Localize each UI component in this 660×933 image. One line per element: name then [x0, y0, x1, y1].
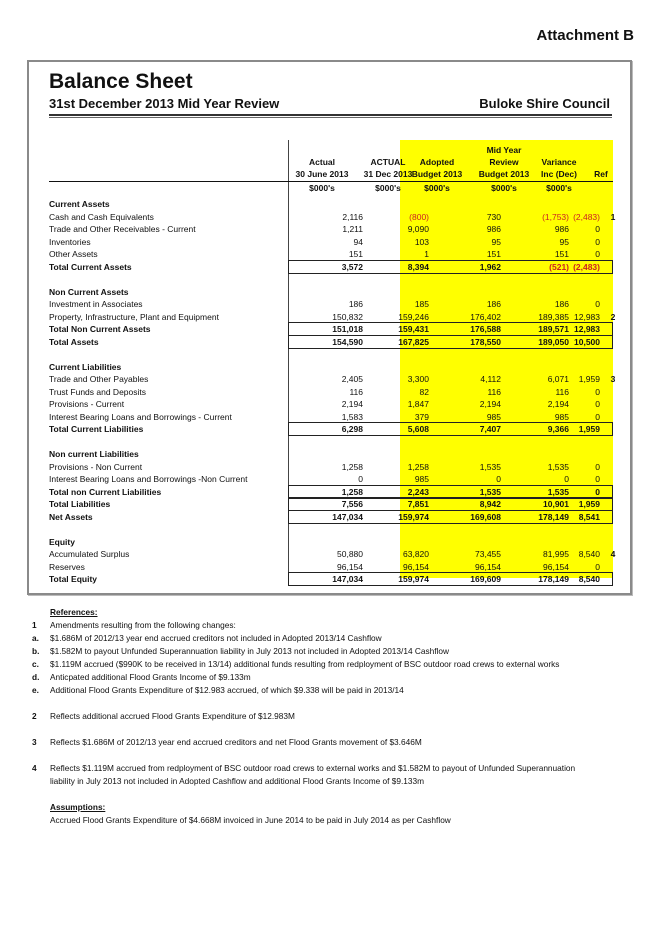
cell-value: 1,535: [479, 487, 501, 497]
cell-value: (2,483): [573, 262, 600, 272]
cell-value: 176,588: [470, 324, 501, 334]
cell-value: 159,974: [398, 512, 429, 522]
cell-value: 1,535: [547, 462, 569, 472]
cell-value: (1,753): [542, 212, 569, 222]
cell-value: 178,149: [538, 574, 569, 584]
cell-value: 0: [595, 412, 600, 422]
cell-value: 6,298: [341, 424, 363, 434]
table-row: [49, 248, 613, 261]
total-row: [49, 423, 613, 436]
col-header-mid-year-review: Mid Year Review Budget 2013 $000's: [478, 145, 530, 193]
row-label: Total Assets: [49, 337, 99, 347]
row-label: Total Equity: [49, 574, 98, 584]
cell-value: 985: [554, 412, 569, 422]
total-row: [49, 336, 613, 349]
row-label: Trade and Other Payables: [49, 374, 149, 384]
cell-value: 116: [349, 387, 363, 397]
row-label: Total Liabilities: [49, 499, 111, 509]
cell-value: 63,820: [403, 549, 429, 559]
cell-value: 185: [414, 299, 429, 309]
row-label: Interest Bearing Loans and Borrowings - Current: [49, 412, 232, 422]
section-heading: [49, 536, 613, 549]
cell-value: 9,366: [547, 424, 569, 434]
cell-value: 169,609: [470, 574, 501, 584]
attachment-label: Attachment B: [536, 27, 634, 44]
cell-value: 8,394: [407, 262, 429, 272]
row-label: Non Current Assets: [49, 287, 129, 297]
cell-value: 176,402: [470, 312, 501, 322]
cell-value: 3,572: [341, 262, 363, 272]
row-label: Trust Funds and Deposits: [49, 387, 147, 397]
cell-value: 186: [486, 299, 501, 309]
reference-item: a. $1.686M of 2012/13 year end accrued creditors not included in Adopted 2013/14 Cashflow: [32, 633, 382, 643]
cell-value: 151: [554, 249, 569, 259]
cell-value: 95: [491, 237, 501, 247]
cell-value: 1,847: [407, 399, 429, 409]
references-heading: References:: [50, 607, 98, 617]
col-header-variance: Variance Inc (Dec) $000's: [541, 157, 577, 193]
reference-item: 3 Reflects $1.686M of 2012/13 year end accrued creditors and net Flood Grants movement of $3.646M: [32, 737, 422, 747]
section-heading: [49, 361, 613, 374]
cell-value: 186: [554, 299, 569, 309]
assumptions-text: Accrued Flood Grants Expenditure of $4.668M invoiced in June 2014 to be paid in July 2014 as per Cashflow: [50, 815, 451, 825]
cell-value: 0: [564, 474, 569, 484]
cell-value: 2,194: [547, 399, 569, 409]
cell-value: 5,608: [407, 424, 429, 434]
row-label: Net Assets: [49, 512, 93, 522]
cell-value: 12,983: [574, 312, 600, 322]
row-label: Trade and Other Receivables - Current: [49, 224, 196, 234]
cell-value: 0: [595, 387, 600, 397]
table-row: [49, 398, 613, 411]
page-title: Balance Sheet: [49, 70, 193, 93]
table-row: [49, 373, 616, 386]
col-header-actual-june: Actual 30 June 2013 $000's: [295, 157, 349, 193]
cell-value: 7,407: [479, 424, 501, 434]
cell-value: 150,832: [332, 312, 363, 322]
cell-value: 7,851: [407, 499, 429, 509]
cell-value: 116: [487, 387, 501, 397]
table-row: [49, 223, 613, 236]
cell-value: 8,540: [578, 574, 600, 584]
cell-value: 0: [595, 299, 600, 309]
reference-item: d. Anticpated additional Flood Grants Income of $9.133m: [32, 672, 251, 682]
total-row: [49, 573, 613, 586]
cell-value: 1,959: [578, 424, 600, 434]
cell-value: 8,541: [578, 512, 600, 522]
row-label: Provisions - Non Current: [49, 462, 143, 472]
reference-item: c. $1.119M accrued ($990K to be received in 13/14) additional funds resulting from redployment of BSC outdoor road crews to external works: [32, 659, 560, 669]
cell-value: 4,112: [480, 374, 501, 384]
cell-value: 82: [419, 387, 429, 397]
table-row: [49, 461, 613, 474]
cell-value: 116: [555, 387, 569, 397]
cell-value: 167,825: [398, 337, 429, 347]
row-label: Investment in Associates: [49, 299, 143, 309]
cell-value: 2,194: [479, 399, 501, 409]
table-row: [49, 236, 613, 249]
row-label: Other Assets: [49, 249, 98, 259]
row-label: Reserves: [49, 562, 85, 572]
reference-item: e. Additional Flood Grants Expenditure of $12.983 accrued, of which $9.338 will be paid in 2013/14: [32, 685, 404, 695]
cell-value: 178,149: [538, 512, 569, 522]
ref-marker: 3: [610, 374, 616, 384]
cell-value: 730: [486, 212, 501, 222]
cell-value: 189,050: [538, 337, 569, 347]
assumptions-heading: Assumptions:: [50, 802, 106, 812]
cell-value: 8,942: [479, 499, 501, 509]
row-label: Current Liabilities: [49, 362, 122, 372]
cell-value: 1,258: [341, 487, 363, 497]
cell-value: 1: [424, 249, 429, 259]
row-label: Total Current Liabilities: [49, 424, 144, 434]
cell-value: 151: [348, 249, 363, 259]
cell-value: 96,154: [543, 562, 569, 572]
cell-value: 0: [595, 237, 600, 247]
cell-value: 1,959: [578, 374, 600, 384]
cell-value: 159,246: [398, 312, 429, 322]
section-heading: [49, 286, 613, 299]
cell-value: 986: [486, 224, 501, 234]
cell-value: 12,983: [574, 324, 600, 334]
cell-value: 1,535: [479, 462, 501, 472]
table-row: [49, 298, 613, 311]
cell-value: 0: [595, 562, 600, 572]
cell-value: 1,583: [341, 412, 363, 422]
total-row: [49, 323, 613, 336]
cell-value: 81,995: [543, 549, 569, 559]
cell-value: 95: [559, 237, 569, 247]
ref-marker: 4: [610, 549, 616, 559]
row-label: Total non Current Liabilities: [49, 487, 162, 497]
cell-value: 1,211: [342, 224, 363, 234]
cell-value: 159,431: [398, 324, 429, 334]
col-header-adopted-budget: Adopted Budget 2013 $000's: [411, 157, 463, 193]
cell-value: 1,959: [578, 499, 600, 509]
total-row: [49, 511, 613, 524]
cell-value: 147,034: [332, 574, 363, 584]
cell-value: 985: [414, 474, 429, 484]
cell-value: 3,300: [407, 374, 429, 384]
cell-value: 10,901: [543, 499, 569, 509]
cell-value: 6,071: [547, 374, 569, 384]
reference-item: 4 Reflects $1.119M accrued from redployment of BSC outdoor road crews to external works and $1.582M to payout of Unfunded Superannuation liability in July 2013 not included in Adopted Cashflow and additional Flood Grants Income of $9.133m: [32, 763, 576, 786]
cell-value: 96,154: [475, 562, 501, 572]
cell-value: 147,034: [332, 512, 363, 522]
row-label: Interest Bearing Loans and Borrowings -Non Current: [49, 474, 248, 484]
table-row: [49, 473, 613, 486]
balance-sheet-panel: [27, 60, 632, 595]
cell-value: 379: [414, 412, 429, 422]
ref-marker: 2: [610, 312, 616, 322]
cell-value: 9,090: [407, 224, 429, 234]
cell-value: 1,962: [479, 262, 501, 272]
cell-value: 2,116: [342, 212, 363, 222]
cell-value: 94: [353, 237, 363, 247]
col-header-ref: Ref: [594, 169, 608, 179]
cell-value: 0: [595, 462, 600, 472]
cell-value: 154,590: [332, 337, 363, 347]
cell-value: 985: [486, 412, 501, 422]
notes-section: [28, 606, 638, 827]
reference-item: b. $1.582M to payout Unfunded Superannuation liability in July 2013 not included in Adopted 2013/14 Cashflow: [32, 646, 449, 656]
cell-value: 8,540: [578, 549, 600, 559]
cell-value: 151: [486, 249, 501, 259]
cell-value: 50,880: [337, 549, 363, 559]
cell-value: 2,243: [407, 487, 429, 497]
section-heading: [49, 448, 613, 461]
cell-value: 96,154: [337, 562, 363, 572]
cell-value: 0: [595, 474, 600, 484]
row-label: Total Current Assets: [49, 262, 132, 272]
table-row: [49, 386, 613, 399]
cell-value: 10,500: [574, 337, 600, 347]
col-header-actual-dec: ACTUAL 31 Dec 2013 $000's: [363, 157, 413, 193]
cell-value: 2,405: [341, 374, 363, 384]
cell-value: 0: [595, 249, 600, 259]
cell-value: 189,571: [538, 324, 569, 334]
table-row: [49, 548, 616, 561]
cell-value: (2,483): [573, 212, 600, 222]
reference-item: 2 Reflects additional accrued Flood Grants Expenditure of $12.983M: [32, 711, 295, 721]
row-label: Property, Infrastructure, Plant and Equipment: [49, 312, 219, 322]
title-divider: [49, 114, 612, 118]
cell-value: 96,154: [403, 562, 429, 572]
cell-value: 1,535: [547, 487, 569, 497]
cell-value: 0: [595, 224, 600, 234]
organisation-name: Buloke Shire Council: [479, 96, 610, 111]
reference-item: 1 Amendments resulting from the following changes:: [32, 620, 236, 630]
cell-value: 159,974: [398, 574, 429, 584]
row-label: Current Assets: [49, 199, 110, 209]
row-label: Cash and Cash Equivalents: [49, 212, 154, 222]
section-heading: [49, 198, 613, 211]
table-row: [49, 211, 616, 224]
cell-value: 2,194: [341, 399, 363, 409]
row-label: Accumulated Surplus: [49, 549, 130, 559]
total-row: [49, 261, 613, 274]
cell-value: 0: [595, 487, 600, 497]
cell-value: 178,550: [470, 337, 501, 347]
cell-value: 103: [414, 237, 429, 247]
row-label: Equity: [49, 537, 75, 547]
row-label: Non current Liabilities: [49, 449, 139, 459]
row-label: Provisions - Current: [49, 399, 125, 409]
cell-value: 0: [595, 399, 600, 409]
total-row: [49, 498, 613, 511]
row-label: Inventories: [49, 237, 91, 247]
cell-value: 1,258: [341, 462, 363, 472]
cell-value: 1,258: [407, 462, 429, 472]
ref-marker: 1: [610, 212, 616, 222]
cell-value: (800): [409, 212, 429, 222]
header-rule: [49, 181, 613, 182]
cell-value: 0: [358, 474, 363, 484]
cell-value: 151,018: [332, 324, 363, 334]
cell-value: (521): [549, 262, 569, 272]
page-subtitle: 31st December 2013 Mid Year Review: [49, 96, 280, 111]
row-label: Total Non Current Assets: [49, 324, 151, 334]
cell-value: 0: [496, 474, 501, 484]
cell-value: 189,385: [538, 312, 569, 322]
cell-value: 73,455: [475, 549, 501, 559]
cell-value: 986: [554, 224, 569, 234]
cell-value: 7,556: [341, 499, 363, 509]
cell-value: 169,608: [470, 512, 501, 522]
cell-value: 186: [348, 299, 363, 309]
